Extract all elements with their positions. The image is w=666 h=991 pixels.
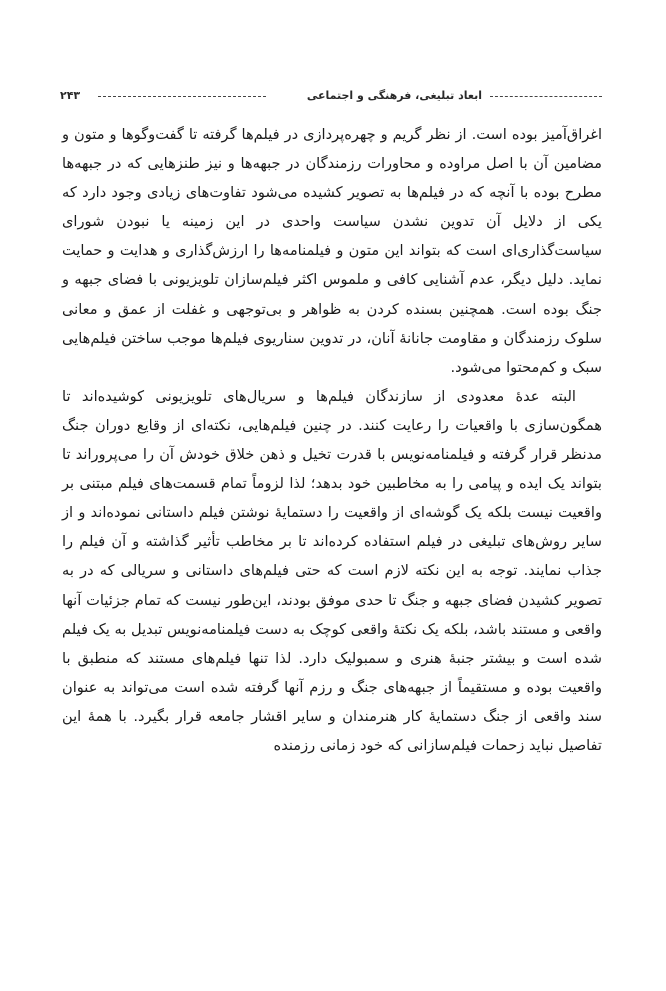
running-header <box>60 86 602 108</box>
page-number: ۲۴۳ <box>60 89 81 102</box>
header-rule-right <box>490 96 602 97</box>
header-section-title: ابعاد تبلیغی، فرهنگی و اجتماعی <box>306 89 482 102</box>
paragraph-2: البته عدهٔ معدودی از سازندگان فیلم‌ها و سریال‌های تلویزیونی کوشیده‌اند تا همگون‌سازی با واقعیات را رعایت کنند. در چنین فیلم‌هایی، نکته‌ای از وقایع دوران جنگ مدنظر قرار گرفته و فیلمنامه‌نویس با قدرت تخیل و ذهن خلاق خودش آن را می‌پروراند تا بتواند یک ایده و پیامی را به مخاطبین خود بدهد؛ لذا لزوماً تمام قسمت‌های فیلم مبتنی بر واقعیت نیست بلکه یک گوشه‌ای از واقعیت را دستمایهٔ نوشتن فیلم داستانی نموده‌اند و از سایر روش‌های تبلیغی در فیلم استفاده کرده‌اند تا بر مخاطب تأثیر گذاشته و آن فیلم را جذاب نمایند. توجه به این نکته لازم است که حتی فیلم‌های داستانی و سریالی که در به تصویر کشیدن فضای جبهه و جنگ تا حدی موفق بودند، این‌طور نیست که تمام جزئیات آنها واقعی و مستند باشد، بلکه یک نکتهٔ واقعی کوچک به دست فیلمنامه‌نویس تبدیل به یک فیلم شده است و بیشتر جنبهٔ هنری و سمبولیک دارد. لذا تنها فیلم‌های مستند که منطبق با واقعیت بوده و مستقیماً از جبهه‌های جنگ و رزم آنها گرفته شده است می‌تواند به عنوان سند واقعی از جنگ دستمایهٔ کار هنرمندان و سایر اقشار جامعه قرار بگیرد. با همهٔ این تفاصیل نباید زحمات فیلم‌سازانی که خود زمانی رزمنده <box>62 387 602 754</box>
body-text <box>62 120 602 760</box>
header-rule-left <box>98 96 266 97</box>
paragraph-1: اغراق‌آمیز بوده است. از نظر گریم و چهره‌پردازی در فیلم‌ها گرفته تا گفت‌وگوها و متون و مضامین آن با اصل مراوده و محاورات رزمندگان در جبهه‌ها و نیز طنزهایی که در جبهه‌ها مطرح بوده با آنچه که در فیلم‌ها به تصویر کشیده می‌شود تفاوت‌های زیادی وجود دارد که یکی از دلایل آن تدوین نشدن سیاست واحدی در این زمینه یا نبودن شورای سیاست‌گذاری‌ای است که بتواند این متون و فیلمنامه‌ها را ارزش‌گذاری و هدایت و حمایت نماید. دلیل دیگر، عدم آشنایی کافی و ملموس اکثر فیلم‌سازان تلویزیونی با فضای جبهه و جنگ بوده است. همچنین بسنده کردن به ظواهر و بی‌توجهی و غفلت از عمق و معانی سلوک رزمندگان و مقاومت جانانهٔ آنان، در تدوین سناریوی فیلم‌ها موجب ساختن فیلم‌هایی سبک و کم‌محتوا می‌شود. <box>62 126 602 376</box>
